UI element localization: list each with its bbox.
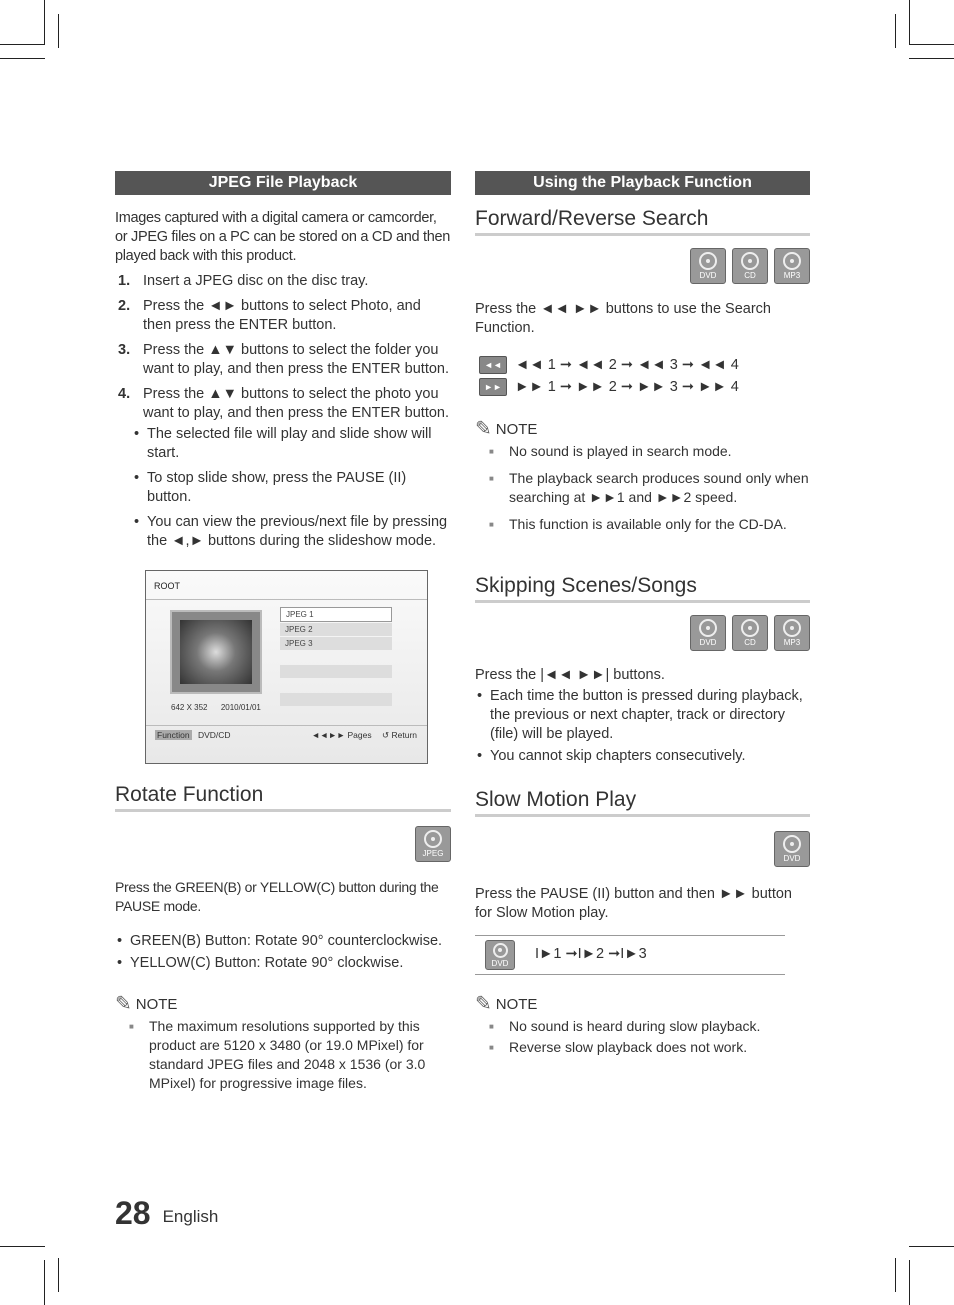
- file-item[interactable]: JPEG 3: [280, 637, 392, 650]
- disc-icons: [475, 615, 810, 651]
- mp3-disc-icon: MP3: [774, 248, 810, 284]
- left-column: [115, 171, 451, 1093]
- crop-mark: [909, 58, 954, 59]
- mp3-disc-icon: MP3: [774, 615, 810, 651]
- bullet-item: • The selected file will play and slide show will start.: [132, 425, 451, 463]
- file-empty: [280, 679, 392, 692]
- rotate-bullets: [115, 932, 451, 973]
- file-empty: [280, 651, 392, 664]
- file-item-selected[interactable]: JPEG 1: [280, 607, 392, 622]
- cd-disc-icon: CD: [732, 248, 768, 284]
- crop-mark: [0, 1246, 45, 1247]
- fr-text: Press the ◄◄ ►► buttons to use the Search Function.: [475, 301, 771, 336]
- crop-mark: [895, 1258, 896, 1292]
- slow-motion-title: Slow Motion Play: [475, 788, 810, 817]
- jpeg-disc-icon: JPEG: [415, 826, 451, 862]
- fr-notes: [475, 442, 810, 534]
- note-heading: ✎ NOTE: [475, 993, 538, 1015]
- note-item: ■ The playback search produces sound only when searching at ►►1 and ►►2 speed.: [475, 469, 810, 507]
- slow-text: Press the PAUSE (II) button and then ►► button for Slow Motion play.: [475, 886, 792, 921]
- function-bar: [155, 730, 417, 741]
- crop-mark: [909, 44, 954, 45]
- dvd-disc-icon: DVD: [690, 615, 726, 651]
- file-empty: [280, 693, 392, 706]
- forward-key: ►►: [479, 378, 507, 396]
- photo-browser-screen: [145, 570, 428, 764]
- file-list: [280, 607, 392, 707]
- step-item: 4. Press the ▲▼ buttons to select the photo you want to play, and then press the ENTER button. • The selected file will play and slide show will start. • To stop slide show, press the PAUSE (II) button. • You can view the previous/next file by pressing the ◄,► buttons during the slideshow mode.: [115, 385, 451, 551]
- slow-sequence-box: [475, 935, 785, 975]
- pencil-icon: ✎: [475, 993, 492, 1015]
- file-empty: [280, 665, 392, 678]
- step-item: 3. Press the ▲▼ buttons to select the folder you want to play, and then press the ENTER button.: [118, 342, 450, 377]
- crop-mark: [0, 58, 45, 59]
- crop-mark: [895, 14, 896, 48]
- playback-function-title: Using the Playback Function: [475, 171, 810, 195]
- crop-mark: [909, 0, 910, 45]
- function-label: Function: [157, 730, 190, 740]
- note-item: ■ No sound is played in search mode.: [475, 442, 810, 461]
- note-item: ■ Reverse slow playback does not work.: [475, 1038, 810, 1057]
- bullet-item: • You can view the previous/next file by pressing the ◄,► buttons during the slideshow mode.: [132, 513, 451, 551]
- note-item: ■ The maximum resolutions supported by this product are 5120 x 3480 (or 19.0 MPixel) for standard JPEG files and 2048 x 1536 (or 3.0 MPixel) for progressive image files.: [115, 1017, 451, 1093]
- fr-search-title: Forward/Reverse Search: [475, 207, 810, 236]
- jpeg-playback-title: JPEG File Playback: [115, 171, 451, 195]
- skip-text: Press the |◄◄ ►►| buttons.: [475, 667, 665, 683]
- forward-sequence: ►► 1 ➞ ►► 2 ➞ ►► 3 ➞ ►► 4: [515, 379, 739, 395]
- jpeg-steps: [115, 272, 451, 551]
- crop-mark: [909, 1260, 910, 1305]
- file-item[interactable]: JPEG 2: [280, 623, 392, 636]
- bullet-item: • You cannot skip chapters consecutively.: [475, 747, 810, 766]
- source-label: DVD/CD: [197, 730, 231, 740]
- crop-mark: [0, 44, 45, 45]
- step-item: 1. Insert a JPEG disc on the disc tray.: [118, 273, 369, 289]
- crop-mark: [44, 0, 45, 45]
- rotate-title: Rotate Function: [115, 783, 451, 812]
- slow-sequence: I►1 ➞I►2 ➞I►3: [535, 946, 647, 962]
- pages-hint: ◄◄►► Pages: [311, 730, 372, 740]
- slow-notes: [475, 1017, 810, 1057]
- photo-info: 642 X 352 2010/01/01: [171, 703, 261, 712]
- skip-bullets: [475, 687, 810, 766]
- note-item: ■ This function is available only for the CD-DA.: [475, 515, 810, 534]
- crop-mark: [58, 14, 59, 48]
- crop-mark: [44, 1260, 45, 1305]
- search-sequence: [475, 354, 810, 398]
- photo-thumbnail: [170, 610, 262, 694]
- root-label: ROOT: [154, 581, 180, 591]
- jpeg-intro: Images captured with a digital camera or camcorder, or JPEG files on a PC can be stored on a CD and then played back with this product.: [115, 210, 451, 264]
- dvd-disc-icon: DVD: [690, 248, 726, 284]
- dvd-disc-icon: DVD: [774, 831, 810, 867]
- cd-disc-icon: CD: [732, 615, 768, 651]
- crop-mark: [909, 1246, 954, 1247]
- bullet-item: • YELLOW(C) Button: Rotate 90° clockwise.: [115, 954, 451, 973]
- rewind-sequence: ◄◄ 1 ➞ ◄◄ 2 ➞ ◄◄ 3 ➞ ◄◄ 4: [515, 357, 739, 373]
- crop-mark: [58, 1258, 59, 1292]
- rotate-notes: [115, 1017, 451, 1093]
- bullet-item: • Each time the button is pressed during playback, the previous or next chapter, track or directory (file) will be played.: [475, 687, 810, 744]
- right-column: [475, 171, 810, 1057]
- return-hint: ↺ Return: [382, 730, 417, 740]
- note-item: ■ No sound is heard during slow playback.: [475, 1017, 810, 1036]
- disc-icons: [475, 248, 810, 284]
- bullet-item: • To stop slide show, press the PAUSE (II) button.: [132, 469, 451, 507]
- rewind-key: ◄◄: [479, 356, 507, 374]
- skip-title: Skipping Scenes/Songs: [475, 574, 810, 603]
- note-heading: ✎ NOTE: [475, 418, 538, 440]
- dvd-disc-icon: DVD: [485, 940, 515, 970]
- bullet-item: • GREEN(B) Button: Rotate 90° counterclockwise.: [115, 932, 451, 951]
- step4-bullets: [132, 425, 451, 551]
- language-label: English: [162, 1207, 219, 1226]
- pencil-icon: ✎: [475, 418, 492, 440]
- pencil-icon: ✎: [115, 993, 132, 1015]
- page-footer: [115, 1196, 218, 1230]
- step-item: 2. Press the ◄► buttons to select Photo, and then press the ENTER button.: [118, 298, 421, 333]
- page-number: 28: [115, 1195, 151, 1231]
- rotate-text: Press the GREEN(B) or YELLOW(C) button during the PAUSE mode.: [115, 879, 439, 914]
- note-heading: ✎ NOTE: [115, 993, 178, 1015]
